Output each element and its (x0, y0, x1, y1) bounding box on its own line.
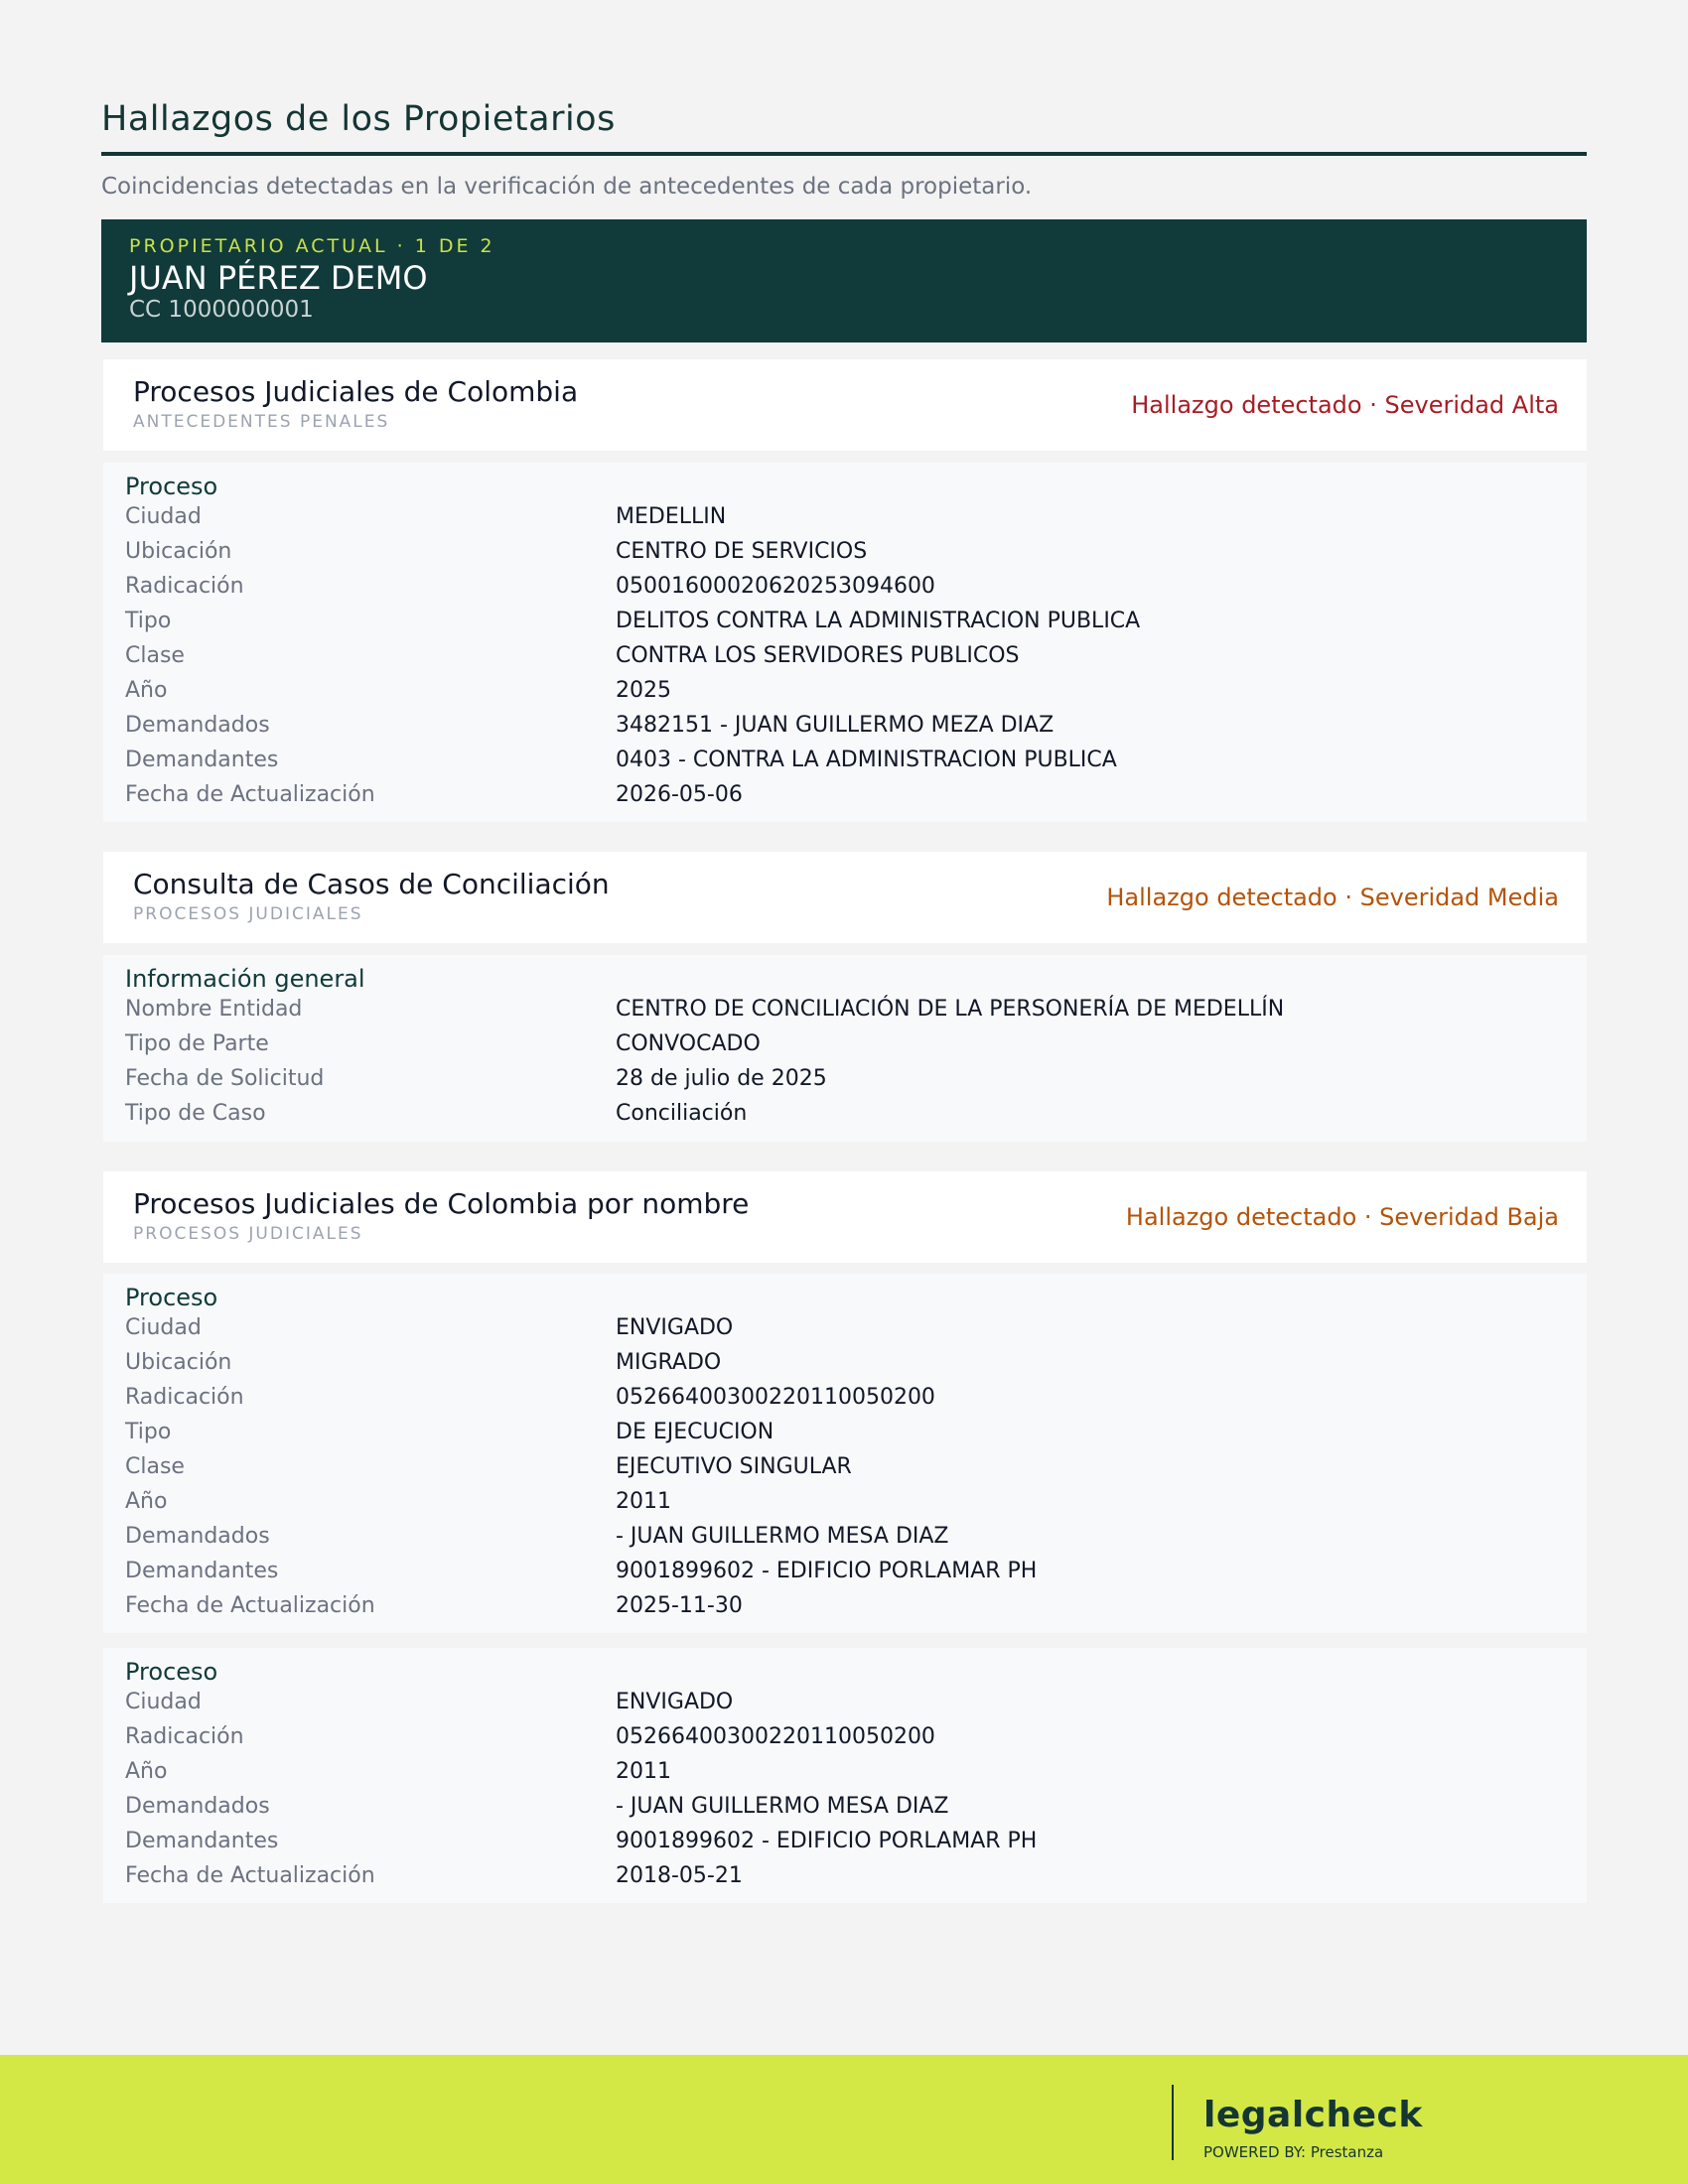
detail-row (103, 997, 1587, 1031)
page-title: Hallazgos de los Propietarios (101, 99, 616, 139)
detail-value: MEDELLIN (616, 504, 727, 529)
detail-value: 2026-05-06 (616, 782, 743, 807)
detail-label: Radicación (125, 1385, 244, 1410)
detail-row (103, 1759, 1587, 1794)
owner-name: JUAN PÉREZ DEMO (129, 259, 428, 297)
detail-row (103, 1829, 1587, 1863)
detail-value: DELITOS CONTRA LA ADMINISTRACION PUBLICA (616, 609, 1141, 633)
owner-kicker: PROPIETARIO ACTUAL · 1 DE 2 (129, 235, 495, 257)
detail-row (103, 1690, 1587, 1724)
detail-label: Clase (125, 1454, 185, 1479)
owner-banner (101, 219, 1587, 342)
detail-value: 05266400300220110050200 (616, 1385, 935, 1410)
detail-label: Clase (125, 643, 185, 668)
detail-label: Ciudad (125, 1690, 202, 1714)
detail-value: 2025-11-30 (616, 1593, 743, 1618)
block-title: Proceso (125, 473, 218, 500)
detail-label: Demandantes (125, 1829, 279, 1853)
block-title: Información general (125, 965, 365, 993)
owner-id: CC 1000000001 (129, 297, 314, 323)
finding-header-procesos-judiciales (103, 359, 1587, 451)
detail-row (103, 1794, 1587, 1829)
detail-row (103, 1524, 1587, 1559)
detail-value: - JUAN GUILLERMO MESA DIAZ (616, 1524, 949, 1549)
footer-divider (1172, 2085, 1174, 2160)
detail-row (103, 1420, 1587, 1454)
detail-row (103, 1350, 1587, 1385)
detail-label: Demandados (125, 1524, 270, 1549)
detail-label: Nombre Entidad (125, 997, 303, 1022)
detail-row (103, 1489, 1587, 1524)
severity-badge: Hallazgo detectado · Severidad Alta (1131, 391, 1559, 419)
finding-title: Consulta de Casos de Conciliación (133, 868, 610, 900)
finding-category: PROCESOS JUDICIALES (133, 1224, 363, 1244)
detail-label: Tipo de Parte (125, 1031, 269, 1056)
detail-value: - JUAN GUILLERMO MESA DIAZ (616, 1794, 949, 1819)
finding-title: Procesos Judiciales de Colombia por nombre (133, 1187, 750, 1220)
detail-label: Demandados (125, 713, 270, 738)
detail-row (103, 574, 1587, 609)
detail-value: CONTRA LOS SERVIDORES PUBLICOS (616, 643, 1020, 668)
detail-label: Fecha de Actualización (125, 1863, 375, 1888)
detail-label: Fecha de Solicitud (125, 1066, 325, 1091)
detail-value: CONVOCADO (616, 1031, 761, 1056)
finding-category: ANTECEDENTES PENALES (133, 412, 390, 432)
detail-label: Tipo de Caso (125, 1101, 266, 1126)
page-footer (0, 2055, 1688, 2184)
finding-header-conciliacion (103, 852, 1587, 943)
detail-label: Tipo (125, 1420, 172, 1444)
detail-row (103, 1101, 1587, 1136)
detail-label: Radicación (125, 1724, 244, 1749)
detail-value: ENVIGADO (616, 1315, 734, 1340)
detail-value: CENTRO DE SERVICIOS (616, 539, 868, 564)
detail-row (103, 609, 1587, 643)
detail-value: Conciliación (616, 1101, 748, 1126)
detail-row (103, 1385, 1587, 1420)
detail-row (103, 782, 1587, 817)
detail-value: 3482151 - JUAN GUILLERMO MEZA DIAZ (616, 713, 1055, 738)
detail-label: Ciudad (125, 1315, 202, 1340)
finding-detail-block (103, 1274, 1587, 1633)
severity-badge: Hallazgo detectado · Severidad Media (1106, 884, 1559, 911)
detail-row (103, 1863, 1587, 1898)
detail-value: 2025 (616, 678, 671, 703)
detail-value: 05266400300220110050200 (616, 1724, 935, 1749)
detail-row (103, 539, 1587, 574)
detail-label: Tipo (125, 609, 172, 633)
detail-value: 2011 (616, 1489, 671, 1514)
detail-label: Ubicación (125, 539, 232, 564)
detail-label: Año (125, 1489, 168, 1514)
finding-category: PROCESOS JUDICIALES (133, 904, 363, 924)
detail-row (103, 1031, 1587, 1066)
detail-row (103, 678, 1587, 713)
detail-value: 05001600020620253094600 (616, 574, 935, 599)
detail-value: MIGRADO (616, 1350, 722, 1375)
detail-label: Radicación (125, 574, 244, 599)
detail-label: Ciudad (125, 504, 202, 529)
detail-row (103, 1593, 1587, 1628)
severity-badge: Hallazgo detectado · Severidad Baja (1125, 1203, 1559, 1231)
detail-row (103, 1315, 1587, 1350)
brand-logo: legalcheck (1203, 2095, 1423, 2135)
detail-row (103, 643, 1587, 678)
block-title: Proceso (125, 1658, 218, 1686)
page-subtitle: Coincidencias detectadas en la verificación de antecedentes de cada propietario. (101, 174, 1033, 200)
detail-row (103, 748, 1587, 782)
detail-row (103, 1559, 1587, 1593)
detail-label: Año (125, 1759, 168, 1784)
detail-row (103, 1724, 1587, 1759)
detail-row (103, 1066, 1587, 1101)
detail-label: Fecha de Actualización (125, 1593, 375, 1618)
detail-value: EJECUTIVO SINGULAR (616, 1454, 852, 1479)
detail-value: 2011 (616, 1759, 671, 1784)
detail-value: 9001899602 - EDIFICIO PORLAMAR PH (616, 1829, 1038, 1853)
detail-value: 9001899602 - EDIFICIO PORLAMAR PH (616, 1559, 1038, 1583)
detail-value: 0403 - CONTRA LA ADMINISTRACION PUBLICA (616, 748, 1117, 772)
detail-row (103, 713, 1587, 748)
title-divider (101, 152, 1587, 156)
detail-value: ENVIGADO (616, 1690, 734, 1714)
detail-row (103, 1454, 1587, 1489)
finding-detail-block (103, 955, 1587, 1142)
powered-by-text: POWERED BY: Prestanza (1203, 2143, 1384, 2161)
block-title: Proceso (125, 1284, 218, 1311)
detail-label: Demandantes (125, 1559, 279, 1583)
detail-label: Demandantes (125, 748, 279, 772)
detail-label: Ubicación (125, 1350, 232, 1375)
detail-label: Demandados (125, 1794, 270, 1819)
detail-value: DE EJECUCION (616, 1420, 774, 1444)
finding-title: Procesos Judiciales de Colombia (133, 375, 579, 408)
detail-label: Año (125, 678, 168, 703)
detail-row (103, 504, 1587, 539)
detail-value: 28 de julio de 2025 (616, 1066, 827, 1091)
detail-value: CENTRO DE CONCILIACIÓN DE LA PERSONERÍA DE MEDELLÍN (616, 997, 1285, 1022)
detail-value: 2018-05-21 (616, 1863, 743, 1888)
finding-detail-block (103, 1648, 1587, 1903)
detail-label: Fecha de Actualización (125, 782, 375, 807)
finding-detail-block (103, 463, 1587, 822)
finding-header-procesos-por-nombre (103, 1171, 1587, 1263)
